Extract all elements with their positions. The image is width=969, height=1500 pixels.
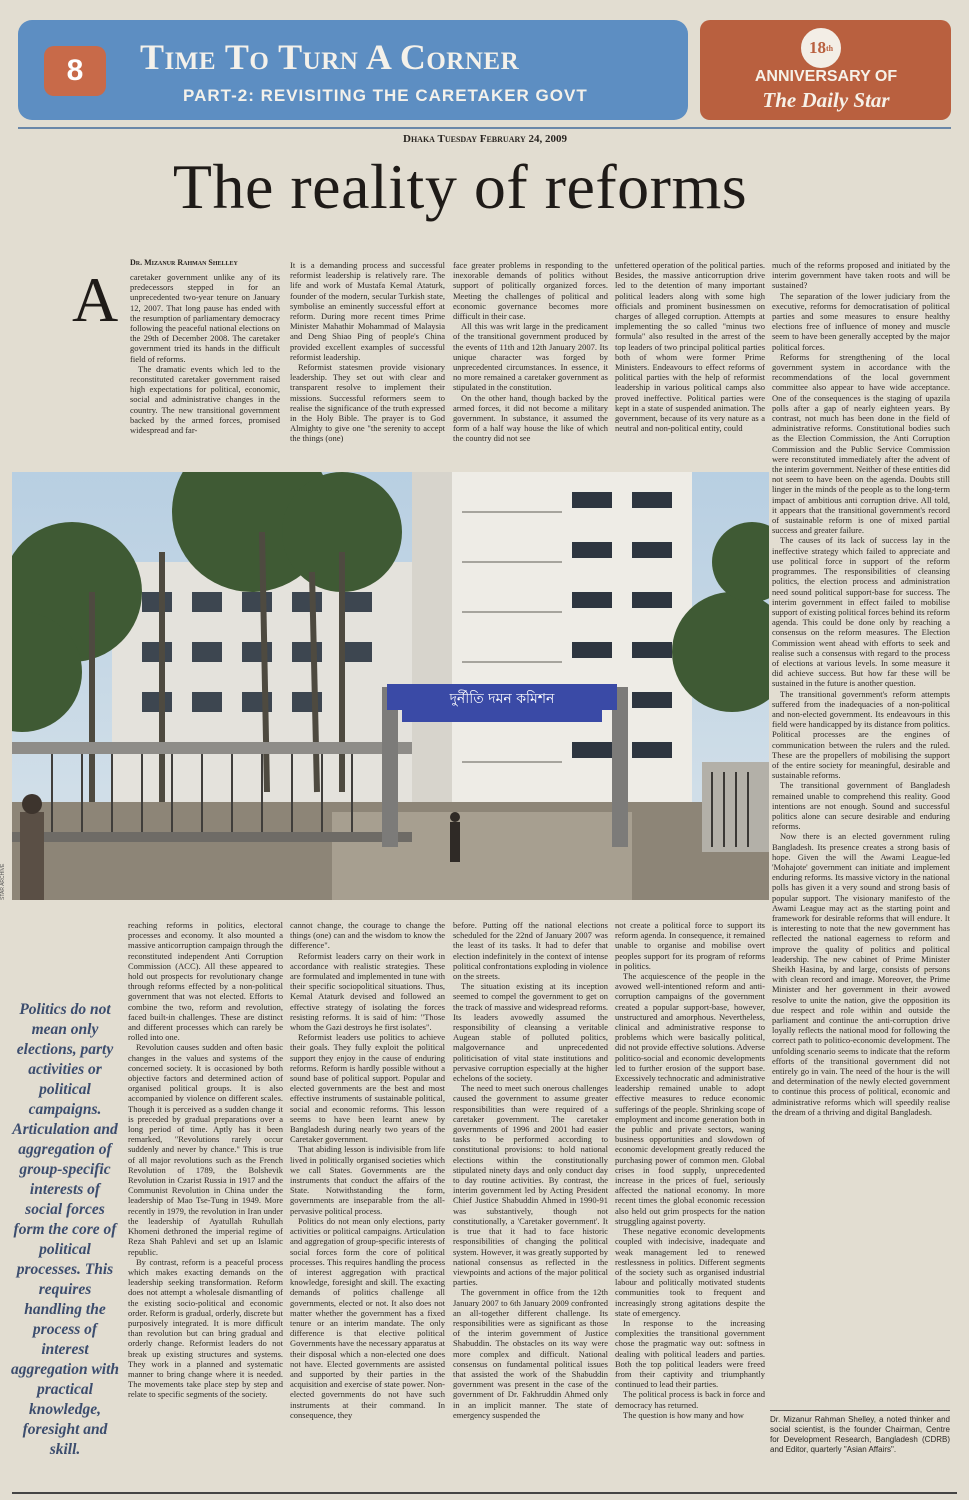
- column-4-bottom: [615, 920, 765, 1488]
- paragraph: The acquiescence of the people in the avowed well-intentioned reform and anti-corruption campaigns of the government created a popular support-base, however, unstructured and amorphous. Nevertheless, clinical and administrative response to problems which were basically political, did not provide effective solutions. Adverse politico-social and economic developments led to further erosion of the support base. Excessively technocratic and administrative leadership remained unable to adopt effective measures to reduce economic sufferings of the people. Shrinking scope of employment and income generation both in the public and private sectors, waning business opportunities and slowdown of economic development greatly reduced the purchasing power of common men. Global crises in food supply, unprecedented increase in the prices of fuel, seriously affected the national economy. In more recent times the global economic recession also held out grim prospects for the nation struggling against poverty.: [615, 971, 765, 1226]
- paragraph: The situation existing at its inception seemed to compel the government to get on the track of massive and widespread reforms. Its leaders avowedly assumed the responsibility of cleansing a veritable Augean stable of polluted politics, malgovernance and unprecedented politicisation of vital state institutions and pervasive corruption especially at the higher echelons of the society.: [453, 981, 608, 1084]
- paragraph: reaching reforms in politics, electoral processes and economy. It also mounted a massive anticorruption campaign through the reconstituted independent Anti Corruption Commission (ACC). All these appeared to hold out prospects for revolutionary change through reforms effected by a non-political government that was not elected. Efforts to combine the two, reform and revolution, faced built-in challenges. These are distinct and different processes which can rarely be rolled into one.: [128, 920, 283, 1043]
- column-1-top: [130, 272, 280, 468]
- page-number: 8: [44, 46, 106, 96]
- column-3-top: [453, 260, 608, 468]
- paragraph: not create a political force to support its reform agenda. In consequence, it remained unable to organise and mobilise overt peoples support for its program of reforms in politics.: [615, 920, 765, 971]
- series-title: Time To Turn A Corner: [140, 37, 520, 77]
- paragraph: The causes of its lack of success lay in the ineffective strategy which failed to appreciate and use political force in support of the reform programmes. The responsibilities of cleansing politics, the election process and administration need sound political support-base for success. The interim government in effect failed to mobilise support of existing political forces behind its reform agenda. This could be done only by reaching a consensus on the reform measures. The Election Commission went ahead with efforts to seek and realise such a consensus with regard to the process of elections at various levels. In some measure it did achieve success. But how far these will be sustained in the future is another question.: [772, 535, 950, 689]
- paragraph: That abiding lesson is indivisible from life lived in politically organised societies which we call States. Governments are the instruments that conduct the affairs of the State. Notwithstanding the form, governments are inseparable from the all-pervasive political process.: [290, 1144, 445, 1216]
- paragraph: caretaker government unlike any of its predecessors stepped in for an unprecedented two-year tenure on January 12, 2007. That long pause has ended with the resumption of parliamentary democracy following the peaceful national elections on the 29th of December 2008. The caretaker government tried its hands in the difficult field of reforms.: [130, 272, 280, 364]
- paragraph: These negative economic developments coupled with indecisive, inadequate and weak management led to renewed restlessness in politics. Different segments of the society such as organised industrial labour and politically motivated students communities took to frequent and increasingly strong agitations despite the state of emergency.: [615, 1226, 765, 1318]
- newspaper-logo: The Daily Star: [762, 88, 890, 112]
- paragraph: Reformist leaders carry on their work in accordance with realistic strategies. These are formulated and implemented in tune with their specific sociopolitical situations. Thus, Kemal Ataturk devised and followed an effective strategy of isolating the forces resisting reforms. It is said of him: "Those whom the Gazi destroys he first isolates".: [290, 950, 445, 1033]
- paragraph: Revolution causes sudden and often basic changes in the values and systems of the concerned society. It is occasioned by both objective factors and determined action of organised political groups. It is also accompanied by violence on different scales. Though it is perceived as a sudden change it is preceded by gradual preparations over a long period of time. Aptly has it been remarked, "Revolutions rarely occur suddenly and never by chance." This is true of all major revolutions such as the French Revolution of 1789, the Bolshevik Revolution in Czarist Russia in 1917 and the Communist Revolution in China under the leadership of Mao Tse-Tung in 1949. More recently in 1979, the revolution in Iran under the leadership of Ayatullah Ruhullah Khomeni dethroned the imperial regime of Reza Shah Pahlevi and set up an Islamic republic.: [128, 1042, 283, 1257]
- paragraph: The political process is back in force and democracy has returned.: [615, 1389, 765, 1410]
- column-2-bottom: [290, 920, 445, 1488]
- photo-credit: STAR ARCHIVE: [0, 863, 6, 900]
- paragraph: The question is how many and how: [623, 1409, 744, 1420]
- paragraph: The government in office from the 12th January 2007 to 6th January 2009 confronted an all-together different challenge. Its responsibilities were as significant as those of the interim government of Justice Shabuddin. The obstacles on its way were more complex and difficult. National consensus on fundamental political issues that assisted the work of the Shabuddin government was present in the case of the government of Dr. Fakhruddin Ahmed only in an implicit manner. The state of emergency suspended the: [453, 1287, 608, 1420]
- drop-cap: A: [72, 264, 119, 335]
- paragraph: On the other hand, though backed by the armed forces, it did not become a military government. In substance, it assumed the form of a half way house the like of which the country did not see: [453, 392, 608, 444]
- bottom-rule: [12, 1492, 957, 1494]
- column-5: [772, 260, 950, 1404]
- column-3-bottom: [453, 920, 608, 1488]
- paragraph: Politics do not mean only elections, party activities or political campaigns. Articulation and aggregation of group-specific interests of social forces form the core of political processes. This requires handling the process of interest aggregation with practical knowledge, foresight and skill. The exacting demands of politics challenge all governments, elected or not. It also does not matter whether the government has a fixed tenure or an interim mandate. The only difference is that elective political Governments have the necessary apparatus at their disposal which a non-elected one does not have. Elected governments are assisted and supported by their parties in the acquisition and exercise of state power. Non-elected governments do not have such instruments at their command. In consequence, they: [290, 1215, 445, 1420]
- paragraph: unfettered operation of the political parties. Besides, the massive anticorruption drive led to the detention of many important political leaders along with some high officials and prominent businessmen on charges of alleged corruption. Attempts at implementing the so called "minus two formula" also resulted in the arrest of the top leaders of two principal political parties both of whom were former Prime Ministers. Endeavours to effect reforms of political parties with the help of reformist leadership in various political camps also proved ineffective. Political parties were kept in a state of suspended animation. The government, because of its very nature as a neutral and non-political entity, could: [615, 260, 765, 434]
- paragraph: By contrast, reform is a peaceful process which makes exacting demands on the leadership seeking transformation. Reform does not attempt a wholesale dismantling of the existing socio-political and economic order. Reform is gradual, orderly, discrete but purposively integrated. It is more difficult than revolution but can bring gradual and orderly change. Reformist leaders do not break up existing structures and systems. They work in a planned and systematic manner to bring change where it is needed. The movements take place step by step and relate to specific segments of the society.: [128, 1256, 283, 1400]
- paragraph: The separation of the lower judiciary from the executive, reforms for democratisation of political parties and some measures to ensure healthy elections free of influence of money and muscle seem to have been generally accepted by the major political forces.: [772, 290, 950, 352]
- paragraph: Reforms for strengthening of the local government system in accordance with the recommendations of the local government committee also appear to have wide acceptance. One of the consequences is the staging of upazila polls after a gap of nearly eighteen years. By contrast, not much has been done in the field of administrative reforms. Constitutional bodies such as the Election Commission, the Anti Corruption Commission and the Public Service Commission were reconstituted immediately after the advent of the interim government. Neither of these entities did not seem to have been on the agenda. Doubts still linger in the minds of the people as to the long-term impact of ambitious anti corruption drive. All told, it appears that the transitional government's record of sustainable reform is one of mixed partial success and greater failure.: [772, 351, 950, 536]
- paragraph: cannot change, the courage to change the things (one) can and the wisdom to know the difference".: [290, 920, 445, 951]
- gate-sign-text: দুর্নীতি দমন কমিশন: [449, 691, 555, 707]
- paragraph: Reformist leaders use politics to achieve their goals. They fully exploit the political support they enjoy in the cause of enduring reforms. Reform is hardly possible without a sound base of political support. Popular and elected governments are the best and most effective instruments of sustainable political, social and economic reforms. This lesson seems to have been learnt anew by Bangladesh during nearly two years of the Caretaker government.: [290, 1032, 445, 1145]
- photo-acc-building: [12, 472, 769, 900]
- paragraph: The need to meet such onerous challenges caused the government to assume greater responsibilities than were required of a caretaker government. The caretaker governments of 1996 and 2001 had easier tasks to be performed according to constitutional provisions: to hold national elections within the constitutionally stipulated ninety days and only conduct day to day routine activities. By contrast, the interim government led by Acting President Chief Justice Shabuddin Ahmed in 1990-91 was substantively, though not constitutionally, a 'Caretaker government'. It is true that it had to face historic responsibilities of changing the political system. However, it was greatly supported by national consensus as reflected in the viewpoints and actions of the major political parties.: [453, 1083, 608, 1288]
- paragraph: The transitional government's reform attempts suffered from the inadequacies of a non-political and non-elected government. Its endeavours in this field were handicapped by its distance from politics. Political processes are the engines of communication between the rulers and the ruled. These are the propellers of mobilising the support of the entire society for meaningful, desirable and sustainable reforms.: [772, 688, 950, 781]
- paragraph: Now there is an elected government ruling Bangladesh. Its presence creates a strong basis of hope. Given the will the Awami League-led 'Mohajote' government can initiate and implement enduring reforms. Its massive victory in the national polls has given it a very sound and strong basis of popular support. The visionary manifesto of the Awami League may act as the starting point and framework for desirable reforms that will endure. It is interesting to note that the new government has reflected the national eagerness to reform and improve the quality of politics and political leadership. The new cabinet of Prime Minister Sheikh Hasina, by and large, consists of persons with clean record and image. Moreover, the Prime Minister and her government in their avowed resolve to unite the nation, give the opposition its due respect and role within and outside the parliament and continue the anti-corruption drive loyally reflects the national mood for following the correct path to politico-economic development. The unfolding scenario seems to indicate that the reform efforts of the transitional government did not entirely go in vain. The need of the hour is the will and determination of the newly elected government to continue this process of political, economic and administrative reforms which will speedily realise the dream of a thriving and digital Bangladesh.: [772, 831, 950, 1117]
- anniversary-number: 18 th: [801, 28, 841, 68]
- paragraph: In response to the increasing complexities the transitional government chose the pragmatic way out: softness in dealing with political leaders and parties. Both the top political leaders were freed from their captivity and triumphantly continued to lead their parties.: [615, 1317, 765, 1390]
- headline: The reality of reforms: [172, 151, 748, 222]
- column-1-bottom: [128, 920, 283, 1488]
- paragraph: The dramatic events which led to the reconstituted caretaker government raised high expectations for political, economic, social and administrative changes in the country. The new transitional government backed by the armed forces, promised widespread and far-: [130, 363, 280, 436]
- byline: Dr. Mizanur Rahman Shelley: [130, 258, 238, 267]
- series-subtitle: PART-2: REVISITING THE CARETAKER GOVT: [183, 86, 588, 105]
- author-bio: Dr. Mizanur Rahman Shelley, a noted thinker and social scientist, is the founder Chairman, Centre for Development Research, Bangladesh (CDRB) and Editor, quarterly "Asian Affairs".: [770, 1410, 950, 1455]
- column-2-top: [290, 260, 445, 468]
- paragraph: All this was writ large in the predicament of the transitional government produced by the events of 11th and 12th January 2007. Its unique character was forged by unprecedented circumstances. In essence, it no more remained a caretaker government as stipulated in the constitution.: [453, 321, 608, 393]
- paragraph: The transitional government of Bangladesh remained unable to comprehend this reality. Good intentions are not enough. Sound and successful politics alone can secure desirable and enduring reforms.: [772, 780, 950, 832]
- paragraph: before. Putting off the national elections scheduled for the 22nd of January 2007 was the least of its tasks. It had to defer that election indefinitely in the context of intense political confrontations exploding in violence on the streets.: [453, 920, 608, 982]
- pull-quote: Politics do not mean only elections, party activities or political campaigns. Articulation and aggregation of group-specific interests of social forces form the core of political processes. This requires handling the process of interest aggregation with practical knowledge, foresight and skill.: [10, 1001, 120, 1458]
- paragraph: face greater problems in responding to the inexorable demands of politics without support of politically organized forces. Meeting the challenges of political and economic governance becomes more difficult in their case.: [453, 260, 608, 322]
- header-rule: [18, 127, 951, 129]
- photo-illustration: [12, 472, 769, 900]
- dateline: Dhaka Tuesday February 24, 2009: [403, 133, 567, 145]
- paragraph: much of the reforms proposed and initiated by the interim government have taken roots and will be sustained?: [772, 260, 950, 291]
- anniversary-line: ANNIVERSARY OF: [754, 68, 898, 85]
- paragraph: Reformist statesmen provide visionary leadership. They set out with clear and transparent resolve to implement their missions. Successful reformers seem to realise the significance of the truth expressed in the Holy Bible. The prayer is to God Almighty to give one "the serenity to accept the things (one): [290, 362, 445, 444]
- paragraph: It is a demanding process and successful reformist leadership is relatively rare. The life and work of Mustafa Kemal Ataturk, founder of the modern, secular Turkish state, symbolise an eminently successful effort at reform. During more recent times Prime Minister Mahathir Mohammad of Malaysia and Deng Shiao Ping of people's China provided excellent examples of successful reformist leadership.: [290, 260, 445, 362]
- column-4-top: [615, 260, 765, 468]
